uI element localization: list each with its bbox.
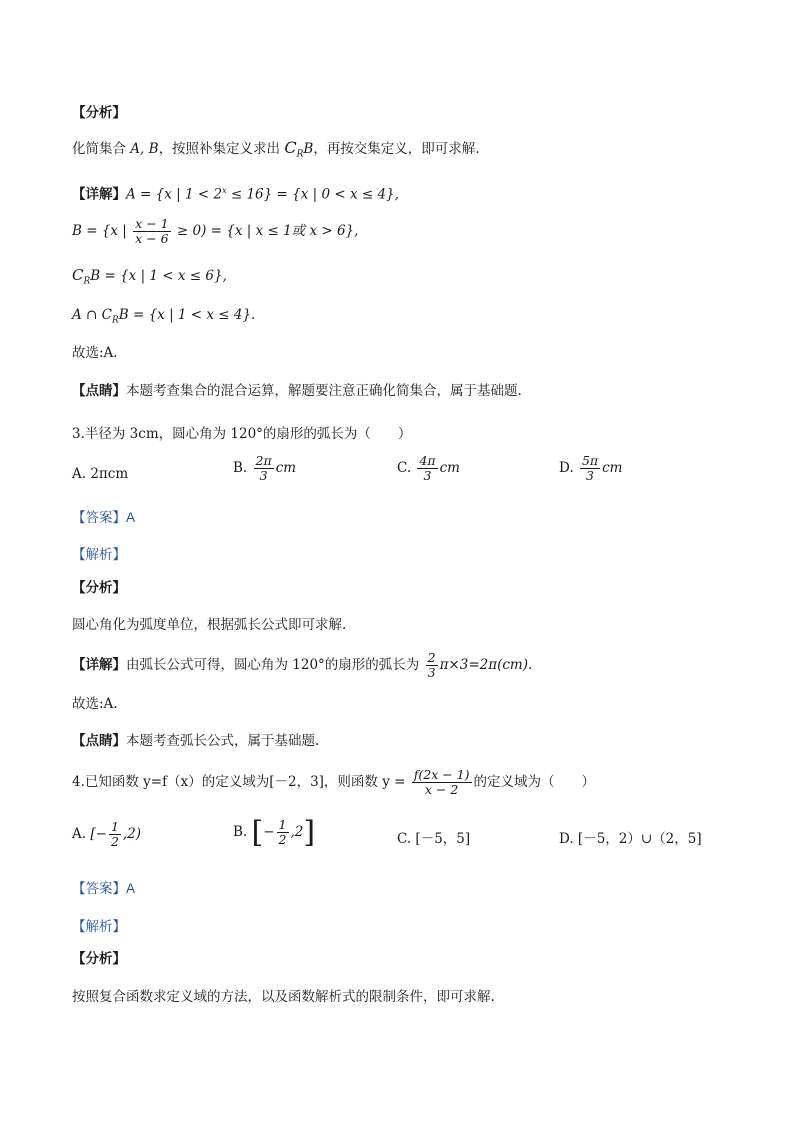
question-4-stem [72, 762, 595, 802]
remark-heading-1: 【点睛】 [72, 383, 126, 399]
q4-option-c: C. [－5，5] [397, 831, 471, 847]
q3-b-den: 3 [259, 468, 268, 483]
q4-b-num: 1 [278, 817, 287, 832]
q3-option-a: A. 2πcm [72, 466, 129, 482]
q3-detail-fraction [426, 651, 438, 680]
q3-b-num: 2π [255, 453, 272, 468]
detail-line-d [72, 305, 255, 331]
q4-explanation-heading: 【解析】 [72, 919, 126, 935]
detail-line-c [72, 265, 227, 292]
set-a-pre: A = {x | 1 < 2 [126, 186, 223, 203]
complement-c-subscript: R [83, 276, 91, 287]
q4-b-fraction [277, 818, 289, 847]
complement-result: B = {x | 1 < x ≤ 6}, [90, 268, 227, 284]
detail-line-b [72, 213, 358, 249]
q4-answer-label: 【答案】 [72, 881, 126, 897]
q3-analysis-heading: 【分析】 [72, 580, 126, 596]
q3-option-b-label: B. [233, 460, 248, 476]
q3-detail-heading: 【详解】 [72, 657, 126, 673]
q3-option-d [559, 454, 622, 483]
analysis-text-mid: ，按照补集定义求出 [158, 141, 281, 157]
analysis-text-post: ，再按交集定义，即可求解. [313, 141, 480, 157]
question-3-stem: 3.半径为 3cm，圆心角为 120°的扇形的弧长为（ ） [72, 426, 412, 442]
complement-symbol: C [284, 138, 297, 157]
q3-answer-value: A [126, 510, 136, 525]
analysis-sets: A, B [130, 141, 159, 157]
complement-c: C [72, 266, 84, 284]
q3-answer [72, 508, 135, 528]
intersection-subscript: R [111, 315, 119, 326]
set-a-exponent: x [222, 186, 227, 195]
set-b-denominator: x − 6 [135, 231, 169, 246]
q3-detail-post: π×3=2π(cm). [439, 657, 533, 673]
q4-stem-pre: 4.已知函数 y=f（x）的定义域为[－2，3]，则函数 y = [72, 774, 410, 790]
set-b-pre: B = {x | [72, 223, 132, 239]
analysis-text-pre: 化简集合 [72, 141, 131, 157]
q3-option-b-fraction [254, 454, 274, 483]
q4-a-post: ,2) [122, 826, 142, 842]
q4-stem-num: f(2x − 1) [413, 767, 470, 782]
q3-c-unit: cm [439, 460, 460, 476]
q3-option-d-label: D. [559, 460, 574, 476]
complement-subscript: R [296, 149, 304, 160]
q4-answer [72, 879, 135, 899]
detail-heading: 【详解】 [72, 186, 126, 203]
q3-detail-den: 3 [427, 665, 436, 680]
q4-stem-post: 的定义域为（ ） [473, 774, 596, 790]
complement-set: B [303, 141, 314, 157]
q4-b-post: ,2 [290, 824, 304, 840]
q3-detail [72, 647, 532, 683]
analysis-text [72, 138, 480, 165]
q4-analysis-heading: 【分析】 [72, 951, 126, 967]
q3-d-unit: cm [602, 460, 623, 476]
q4-option-d: D. [－5，2）∪（2，5] [559, 831, 702, 847]
q3-b-unit: cm [275, 460, 297, 476]
q4-stem-fraction [412, 768, 472, 797]
q3-answer-choice: 故选:A. [72, 696, 118, 712]
q4-a-den: 2 [110, 834, 119, 849]
set-b-numerator: x − 1 [135, 216, 169, 231]
intersection-pre: A ∩ C [72, 307, 112, 323]
q4-option-b [233, 815, 315, 850]
detail-line-a [72, 181, 399, 205]
analysis-heading: 【分析】 [72, 105, 126, 121]
set-b-post: ≥ 0) = {x | x ≤ 1或 x > 6}, [172, 223, 359, 239]
q4-a-pre: [− [90, 826, 107, 842]
remark-1 [72, 381, 522, 401]
q3-c-den: 3 [423, 468, 432, 483]
q4-option-a [72, 820, 141, 849]
intersection-result: B = {x | 1 < x ≤ 4}. [118, 307, 256, 323]
remark-text-1: 本题考查集合的混合运算，解题要注意正确化简集合，属于基础题. [126, 383, 522, 399]
q3-d-num: 5π [581, 453, 599, 468]
q3-answer-label: 【答案】 [72, 510, 126, 526]
q4-a-fraction [109, 820, 121, 849]
q3-option-d-fraction [580, 454, 600, 483]
q3-option-c-fraction [417, 454, 437, 483]
q3-d-den: 3 [586, 468, 594, 483]
q3-c-num: 4π [419, 453, 436, 468]
q3-remark [72, 731, 319, 751]
q4-b-open-bracket: [ [251, 815, 264, 850]
q3-analysis-text: 圆心角化为弧度单位，根据弧长公式即可求解. [72, 617, 347, 633]
q3-remark-text: 本题考查弧长公式，属于基础题. [126, 733, 320, 749]
q4-answer-value: A [126, 881, 136, 896]
q3-option-c-label: C. [397, 460, 412, 476]
q4-b-close-bracket: ] [303, 815, 316, 850]
q4-analysis-text: 按照复合函数求定义域的方法，以及函数解析式的限制条件，即可求解. [72, 989, 495, 1005]
q4-b-minus: − [263, 824, 275, 840]
q4-option-b-label: B. [233, 824, 248, 840]
q4-b-den: 2 [278, 832, 287, 847]
q4-stem-den: x − 2 [424, 782, 459, 797]
answer-choice-1: 故选:A. [72, 345, 118, 361]
q3-option-b [233, 454, 296, 483]
q3-explanation-heading: 【解析】 [72, 547, 126, 563]
set-a-post: ≤ 16} = {x | 0 < x ≤ 4}, [226, 186, 399, 203]
set-b-fraction [133, 217, 170, 246]
q3-detail-pre: 由弧长公式可得，圆心角为 120°的扇形的弧长为 [126, 657, 424, 673]
q4-a-num: 1 [110, 819, 119, 834]
q3-remark-heading: 【点睛】 [72, 733, 126, 749]
q4-option-a-label: A. [72, 826, 87, 842]
q3-detail-num: 2 [427, 650, 436, 665]
q3-option-c [397, 454, 460, 483]
